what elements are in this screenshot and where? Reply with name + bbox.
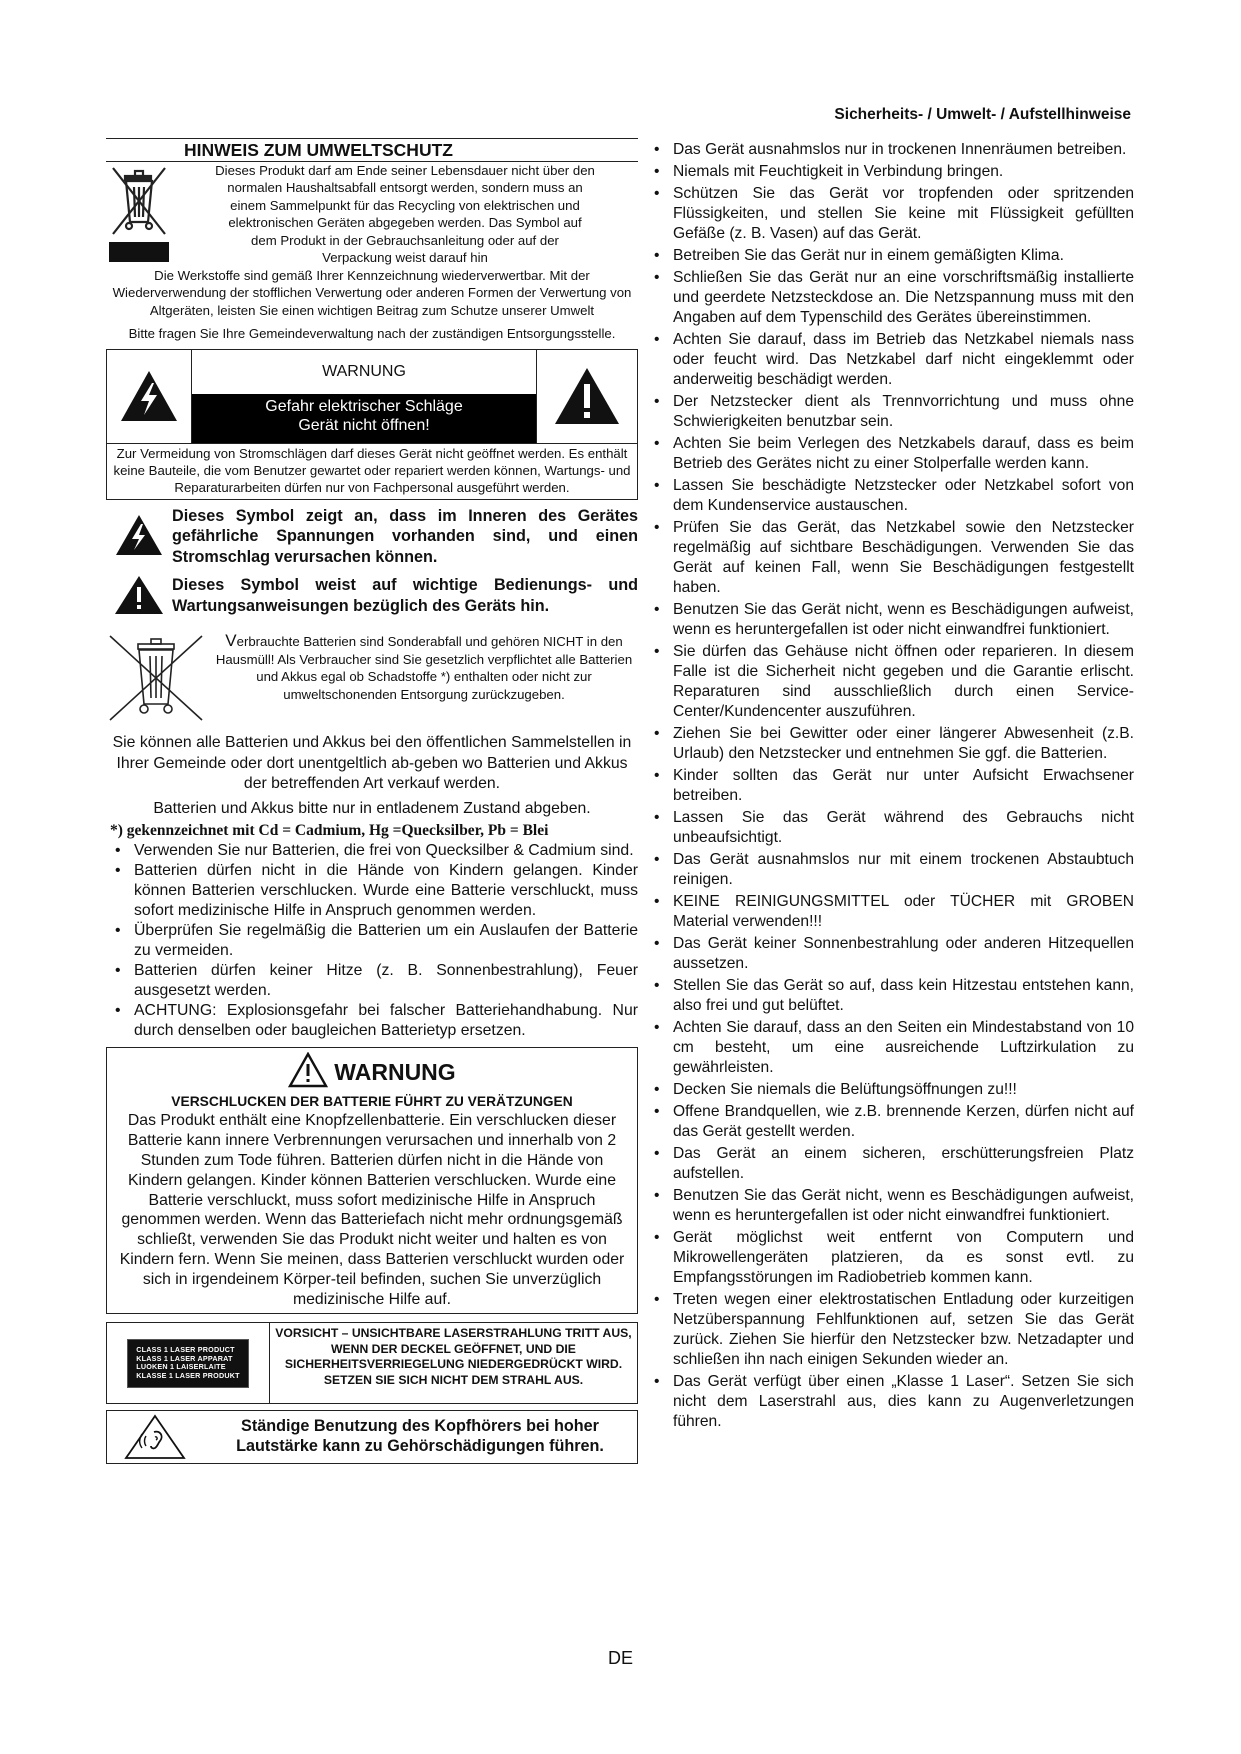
list-item: • Stellen Sie das Gerät so auf, dass kein Hitzestau entstehen kann, also frei und gut belüftet. <box>650 976 1134 1016</box>
list-item: • Schließen Sie das Gerät nur an eine vorschriftsmäßig installierte und geerdete Netzsteckdose an. Die Netzspannung muss mit den Angaben auf dem Typenschild des Gerätes übereinstimmen. <box>650 268 1134 328</box>
battery-intro <box>210 632 638 729</box>
lightning-symbol-text: Dieses Symbol zeigt an, dass im Inneren des Gerätes gefährliche Spannungen vorhanden sind, und einen Stromschlag verursachen können. <box>172 506 638 566</box>
list-item: • Decken Sie niemals die Belüftungsöffnungen zu!!! <box>650 1080 1134 1100</box>
list-item: • Gerät möglichst weit entfernt von Computern und Mikrowellengeräten platzieren, da es sonst evtl. zu Empfangsstörungen im Radiobetrieb kommen kann. <box>650 1228 1134 1288</box>
shock-warning-box <box>106 349 638 500</box>
list-item: • Das Gerät ausnahmslos nur in trockenen Innenräumen betreiben. <box>650 140 1134 160</box>
button-cell-warning-body: Das Produkt enthält eine Knopfzellenbatterie. Ein verschlucken dieser Batterie kann innere Verbrennungen verursachen und innerhalb von 2 Stunden zum Tode führen. Batterien dürfen nicht in die Hände von Kindern gelangen. Kinder können Batterien verschlucken. Wurde eine Batterie verschluckt, muss sofort medizinische Hilfe in Anspruch genommen werden. Wenn das Batteriefach nicht mehr ordnungsgemäß schließt, verwenden Sie das Produkt nicht weiter und halten es von Kindern fern. Wenn Sie meinen, dass Batterien verschluckt wurden oder sich in irgendeinem Körper-teil befinden, suchen Sie unverzüglich medizinische Hilfe auf. <box>119 1112 625 1308</box>
laser-warning-text: VORSICHT – UNSICHTBARE LASERSTRAHLUNG TRITT AUS, WENN DER DECKEL GEÖFFNET, UND DIE SICHERHEITSVERRIEGELUNG NIEDERGEDRÜCKT WIRD. SETZEN SIE SICH NICHT DEM STRAHL AUS. <box>275 1326 632 1387</box>
battery-footnote: *) gekennzeichnet mit Cd = Cadmium, Hg =Quecksilber, Pb = Blei <box>110 822 549 840</box>
battery-disposal-notice <box>106 632 638 729</box>
battery-intro-text: erbrauchte Batterien sind Sonderabfall und gehören NICHT in den Hausmüll! Als Verbraucher sind Sie gesetzlich verpflichtet alle Batterien und Akkus egal ob Schadstoffe *) enthalten oder nicht zur umweltschonenden Entsorgung zurückzugeben. <box>215 634 633 702</box>
list-item: • Achten Sie darauf, dass im Betrieb das Netzkabel niemals nass oder feucht wird. Das Netzkabel darf nicht eingeklemmt oder anderweitig beschädigt werden. <box>650 330 1134 390</box>
list-item: • Lassen Sie das Gerät während des Gebrauchs nicht unbeaufsichtigt. <box>650 808 1134 848</box>
laser-label-line: CLASS 1 LASER PRODUCT <box>136 1345 235 1355</box>
headphone-warning-box <box>106 1410 638 1464</box>
list-item: • Niemals mit Feuchtigkeit in Verbindung bringen. <box>650 162 1134 182</box>
env-line: einem Sammelpunkt für das Recycling von elektrischen und <box>230 197 580 213</box>
safety-bullet-list <box>650 140 1134 1432</box>
list-item: • Verwenden Sie nur Batterien, die frei von Quecksilber & Cadmium sind. <box>106 841 638 861</box>
env-paragraph-authority: Bitte fragen Sie Ihre Gemeindeverwaltung nach der zuständigen Entsorgungsstelle. <box>128 326 616 342</box>
laser-label-line: LUOKEN 1 LAISERLAITE <box>136 1362 226 1372</box>
laser-label-line: KLASSE 1 LASER PRODUKT <box>136 1370 240 1380</box>
warning-triangle-icon <box>288 1052 328 1093</box>
list-item: • Das Gerät ausnahmslos nur mit einem trockenen Abstaubtuch reinigen. <box>650 850 1134 890</box>
laser-label-line: KLASS 1 LASER APPARAT <box>136 1353 233 1363</box>
env-paragraph-recycling: Die Werkstoffe sind gemäß Ihrer Kennzeichnung wiederverwertbar. Mit der Wiederverwendung der stofflichen Verwertung oder anderen Formen der Verwertung von Altgeräten, leisten Sie einen wichtigen Beitrag zum Schutze unserer Umwelt <box>112 268 632 318</box>
battery-collection-paragraph: Sie können alle Batterien und Akkus bei den öffentlichen Sammelstellen in Ihrer Gemeinde oder dort unentgeltlich ab-geben wo Batterien und Akkus der betreffenden Art verkauf werden. <box>112 734 632 793</box>
env-line: dem Produkt in der Gebrauchsanleitung oder auf der <box>251 232 559 248</box>
list-item: • Treten wegen einer elektrostatischen Entladung oder kurzeitigen Netzüberspannung Fehlfunktionen auf, setzen Sie das Gerät zurück. Ziehen Sie hierfür den Netzstecker bzw. Netzadapter und schließen ihn nach einigen Sekunden wieder an. <box>650 1290 1134 1370</box>
env-line: Dieses Produkt darf am Ende seiner Lebensdauer nicht über den <box>215 163 595 178</box>
env-line: normalen Haushaltsabfall entsorgt werden, sondern muss an <box>227 180 583 196</box>
list-item: • Sie dürfen das Gehäuse nicht öffnen oder reparieren. In diesem Falle ist die Sicherheit nicht gegeben und die Garantie erlischt. Reparaturen sind ausschließlich durch einen Service-Center/Kundencenter auszuführen. <box>650 642 1134 722</box>
list-item: • Achten Sie beim Verlegen des Netzkabels darauf, dass es beim Betrieb des Gerätes nicht zu einer Stolperfalle werden kann. <box>650 434 1134 474</box>
battery-discharged-paragraph: Batterien und Akkus bitte nur in entladenem Zustand abgeben. <box>153 799 591 817</box>
left-column <box>106 138 638 1464</box>
list-item: • Offene Brandquellen, wie z.B. brennende Kerzen, dürfen nicht auf das Gerät gestellt werden. <box>650 1102 1134 1142</box>
list-item: • Benutzen Sie das Gerät nicht, wenn es Beschädigungen aufweist, wenn es heruntergefallen ist oder nicht einwandfrei funktioniert. <box>650 600 1134 640</box>
env-text <box>172 162 638 267</box>
hearing-damage-icon <box>107 1411 203 1463</box>
list-item: • Der Netzstecker dient als Trennvorrichtung und muss ohne Schwierigkeiten benutzbar sein. <box>650 392 1134 432</box>
list-item: • Prüfen Sie das Gerät, das Netzkabel sowie den Netzstecker regelmäßig auf sichtbare Beschädigungen. Verwenden Sie das Gerät auf keinen Fall, wenn Sie Beschädigungen festgestellt haben. <box>650 518 1134 598</box>
list-item: • Benutzen Sie das Gerät nicht, wenn es Beschädigungen aufweist, wenn es heruntergefallen ist oder nicht einwandfrei funktioniert. <box>650 1186 1134 1226</box>
list-item: • Das Gerät keiner Sonnenbestrahlung oder anderen Hitzequellen aussetzen. <box>650 934 1134 974</box>
list-item: • Batterien dürfen nicht in die Hände von Kindern gelangen. Kinder können Batterien verschlucken. Wurde eine Batterie verschluckt, muss sofort medizinische Hilfe in Anspruch genommen werden. <box>106 861 638 921</box>
shock-warning-text: Zur Vermeidung von Stromschlägen darf dieses Gerät nicht geöffnet werden. Es enthält keine Bauteile, die vom Benutzer gewartet oder repariert werden können, Wartungs- und Reparaturarbeiten dürfen nur von Fachpersonal ausgeführt werden. <box>113 445 631 496</box>
lightning-symbol-explanation <box>106 506 638 568</box>
list-item: • Betreiben Sie das Gerät nur in einem gemäßigten Klima. <box>650 246 1134 266</box>
shock-banner-line: Gefahr elektrischer Schläge <box>265 397 463 415</box>
list-item: • Das Gerät verfügt über einen „Klasse 1 Laser“. Setzen Sie sich nicht dem Laserstrahl aus, dies kann zu Augenverletzungen führen. <box>650 1372 1134 1432</box>
exclamation-symbol-explanation <box>106 575 638 616</box>
list-item: • Ziehen Sie bei Gewitter oder einer längerer Abwesenheit (z.B. Urlaub) den Netzstecker und entnehmen Sie ggf. die Batterien. <box>650 724 1134 764</box>
list-item: • Schützen Sie das Gerät vor tropfenden oder spritzenden Flüssigkeiten, und stellen Sie keine mit Flüssigkeit gefüllten Gefäße (z. B. Vasen) auf das Gerät. <box>650 184 1134 244</box>
crossed-bin-icon <box>106 162 172 267</box>
env-notice <box>106 162 638 267</box>
headphone-warning-text: Ständige Benutzung des Kopfhörers bei hoher Lautstärke kann zu Gehörschädigungen führen. <box>236 1417 604 1456</box>
laser-warning-box <box>106 1322 638 1404</box>
list-item: • Achten Sie darauf, dass an den Seiten ein Mindestabstand von 10 cm besteht, um eine ausreichende Luftzirkulation zu gewährleisten. <box>650 1018 1134 1078</box>
list-item: • KEINE REINIGUNGSMITTEL oder TÜCHER mit GROBEN Material verwenden!!! <box>650 892 1134 932</box>
list-item: • Batterien dürfen keiner Hitze (z. B. Sonnenbestrahlung), Feuer ausgesetzt werden. <box>106 961 638 1001</box>
list-item: • ACHTUNG: Explosionsgefahr bei falscher Batteriehandhabung. Nur durch denselben oder baugleichen Batterietyp ersetzen. <box>106 1001 638 1041</box>
env-line: Verpackung weist darauf hin <box>322 250 488 266</box>
button-cell-warning-subtitle: VERSCHLUCKEN DER BATTERIE FÜHRT ZU VERÄTZUNGEN <box>171 1094 573 1110</box>
shock-warning-title: WARNUNG <box>322 362 406 380</box>
button-cell-warning-title: WARNUNG <box>334 1059 456 1086</box>
list-item: • Kinder sollten das Gerät nur unter Aufsicht Erwachsener betreiben. <box>650 766 1134 806</box>
laser-class-label <box>107 1323 270 1403</box>
shock-warning-banner <box>192 394 536 443</box>
battery-intro-initial: V <box>225 631 237 651</box>
button-cell-warning-box <box>106 1047 638 1314</box>
exclamation-icon <box>106 575 172 615</box>
env-line: elektronischen Geräten abgegeben werden. Das Symbol auf <box>228 215 582 231</box>
lightning-warning-icon <box>107 350 191 443</box>
shock-banner-line: Gerät nicht öffnen! <box>298 416 430 434</box>
page-language-label: DE <box>607 1648 633 1668</box>
env-title: HINWEIS ZUM UMWELTSCHUTZ <box>184 140 453 160</box>
right-column <box>650 140 1134 1434</box>
list-item: • Überprüfen Sie regelmäßig die Batterien um ein Auslaufen der Batterie zu vermeiden. <box>106 921 638 961</box>
exclamation-symbol-text: Dieses Symbol weist auf wichtige Bedienungs- und Wartungsanweisungen bezüglich des Geräts hin. <box>172 576 638 615</box>
battery-bin-icon <box>106 632 210 729</box>
lightning-icon <box>106 506 172 556</box>
exclamation-warning-icon <box>537 350 637 443</box>
page-header: Sicherheits- / Umwelt- / Aufstellhinweise <box>834 106 1131 123</box>
list-item: • Das Gerät an einem sicheren, erschütterungsfreien Platz aufstellen. <box>650 1144 1134 1184</box>
battery-bullet-list <box>106 841 638 1041</box>
list-item: • Lassen Sie beschädigte Netzstecker oder Netzkabel sofort von dem Kundenservice austauschen. <box>650 476 1134 516</box>
